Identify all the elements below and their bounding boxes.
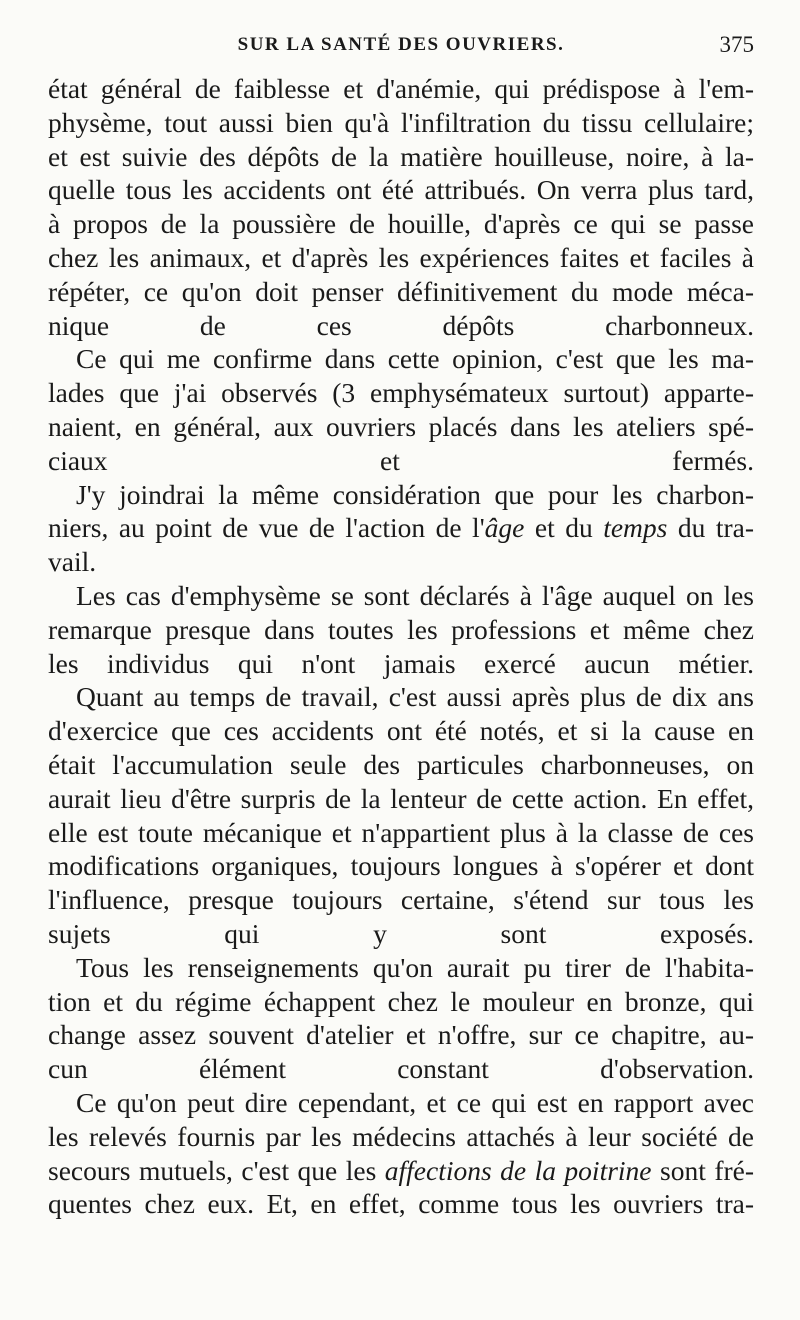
paragraph-7 (48, 1086, 754, 1221)
text-line: vail. (48, 546, 97, 578)
text-line: ciaux et fermés. (48, 444, 754, 476)
text-line: était l'accumulation seule des particules charbonneuses, on (48, 748, 754, 780)
text-line: aurait lieu d'être surpris de la lenteur de cette action. En effet, (48, 782, 754, 814)
paragraph-4 (48, 579, 754, 680)
text-line: Tous les renseignements qu'on aurait pu tirer de l'habita- (76, 951, 754, 983)
text-line: tion et du régime échappent chez le mouleur en bronze, qui (48, 985, 754, 1017)
text-line: répéter, ce qu'on doit penser définitivement du mode méca- (48, 275, 754, 307)
running-title: SUR LA SANTÉ DES OUVRIERS. (237, 34, 565, 55)
text-line: l'influence, presque toujours certaine, s'étend sur tous les (48, 884, 754, 916)
text-line: Quant au temps de travail, c'est aussi après plus de dix ans (76, 681, 754, 713)
text-line: et est suivie des dépôts de la matière houilleuse, noire, à la- (48, 140, 754, 172)
text-line: Ce qui me confirme dans cette opinion, c'est que les ma- (76, 343, 754, 375)
text-line: nique de ces dépôts charbonneux. (48, 309, 754, 341)
paragraph-3 (48, 478, 754, 579)
text-line (48, 1154, 754, 1188)
text-run: du tra- (667, 512, 754, 544)
text-line: naient, en général, aux ouvriers placés dans les ateliers spé- (48, 410, 754, 442)
text-line: J'y joindrai la même considération que pour les charbon- (76, 478, 754, 510)
paragraph-6 (48, 951, 754, 1086)
page-header (48, 34, 754, 64)
text-line: physème, tout aussi bien qu'à l'infiltration du tissu cellulaire; (48, 106, 754, 138)
italic-run: âge (484, 512, 525, 544)
text-run: sont fré- (651, 1154, 754, 1186)
text-line: les individus qui n'ont jamais exercé aucun métier. (48, 647, 754, 679)
text-line: quentes chez eux. Et, en effet, comme tous les ouvriers tra- (48, 1188, 754, 1220)
text-line: cun élément constant d'observation. (48, 1053, 754, 1085)
text-line: Ce qu'on peut dire cependant, et ce qui est en rapport avec (76, 1086, 754, 1118)
paragraph-1 (48, 72, 754, 342)
text-line: chez les animaux, et d'après les expériences faites et faciles à (48, 241, 754, 273)
body-text (48, 72, 754, 1221)
text-line: Les cas d'emphysème se sont déclarés à l'âge auquel on les (76, 579, 754, 611)
paragraph-5 (48, 680, 754, 950)
text-line: d'exercice que ces accidents ont été notés, et si la cause en (48, 715, 754, 747)
text-line: quelle tous les accidents ont été attribués. On verra plus tard, (48, 174, 754, 206)
italic-run: temps (603, 512, 668, 544)
italic-run: affections de la poitrine (384, 1154, 652, 1186)
text-line: à propos de la poussière de houille, d'après ce qui se passe (48, 208, 754, 240)
paragraph-2 (48, 342, 754, 477)
text-line: remarque presque dans toutes les professions et même chez (48, 613, 754, 645)
text-line (48, 511, 754, 545)
text-line: lades que j'ai observés (3 emphysémateux surtout) apparte- (48, 377, 754, 409)
text-run: secours mutuels, c'est que les (48, 1154, 385, 1186)
text-run: et du (524, 512, 604, 544)
text-line: sujets qui y sont exposés. (48, 917, 754, 949)
text-run: niers, au point de vue de l'action de l' (48, 512, 485, 544)
text-line: modifications organiques, toujours longues à s'opérer et dont (48, 850, 754, 882)
text-line: état général de faiblesse et d'anémie, qui prédispose à l'em- (48, 73, 754, 104)
page-number: 375 (719, 32, 754, 57)
text-line: elle est toute mécanique et n'appartient plus à la classe de ces (48, 816, 754, 848)
text-line: change assez souvent d'atelier et n'offre, sur ce chapitre, au- (48, 1019, 754, 1051)
text-line: les relevés fournis par les médecins attachés à leur société de (48, 1120, 754, 1152)
